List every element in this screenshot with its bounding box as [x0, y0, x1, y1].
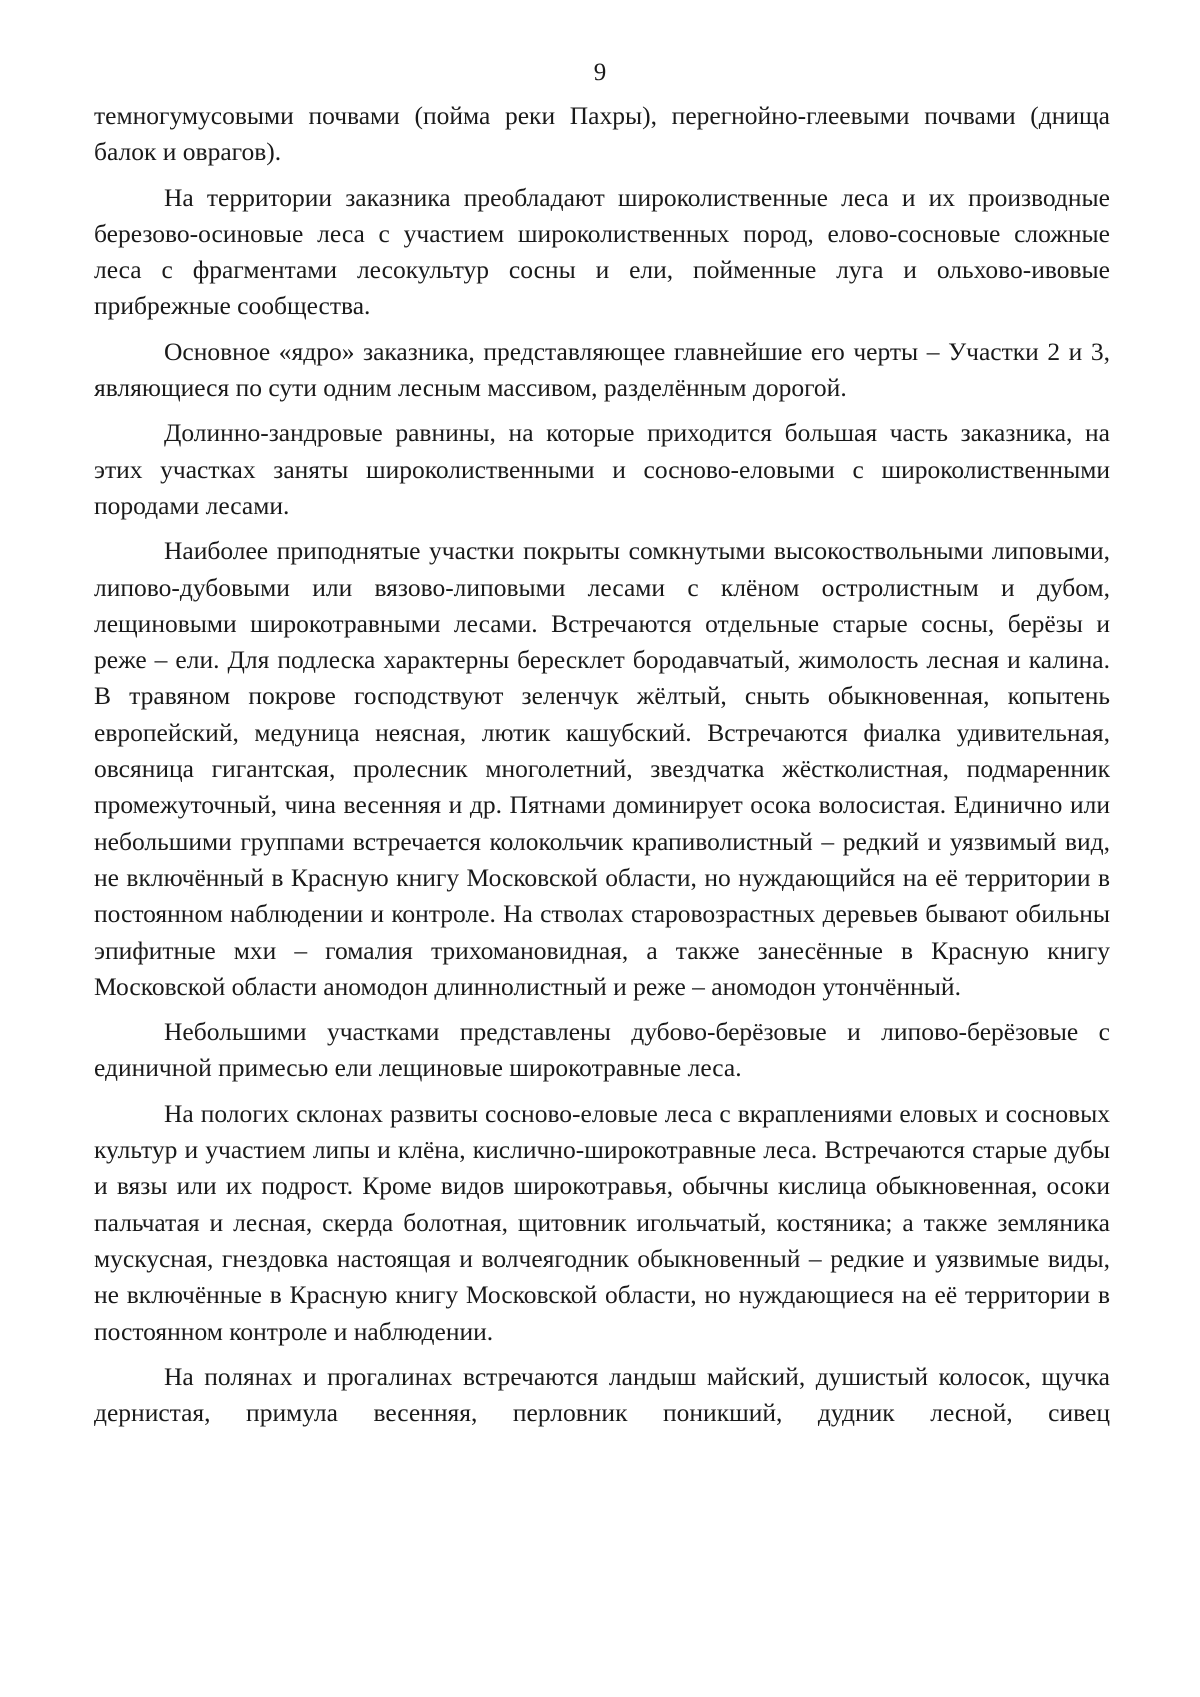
paragraph-continued: темногумусовыми почвами (пойма реки Пахры), перегнойно-глеевыми почвами (днища балок и оврагов).: [94, 101, 1110, 167]
paragraph: Небольшими участками представлены дубово-берёзовые и липово-берёзовые с единичной примесью ели лещиновые широкотравные леса.: [94, 1017, 1110, 1083]
page-number: 9: [593, 59, 607, 86]
paragraph-continues-next-page: На полянах и прогалинах встречаются ландыш майский, душистый колосок, щучка дернистая, примула весенняя, перловник поникший, дудник лесной, сивец: [94, 1361, 1110, 1428]
body-text: [94, 98, 1110, 1440]
paragraph: На пологих склонах развиты сосново-еловые леса с вкраплениями еловых и сосновых культур и участием липы и клёна, кислично-широкотравные леса. Встречаются старые дубы и вязы или их подрост. Кроме видов широкотравья, обычны кислица обыкновенная, осоки пальчатая и лесная, скерда болотная, щитовник игольчатый, костяника; а также земляника мускусная, гнездовка настоящая и волчеягодник обыкновенный – редкие и уязвимые виды, не включённые в Красную книгу Московской области, но нуждающиеся на её территории в постоянном контроле и наблюдении.: [94, 1098, 1110, 1346]
paragraph: На территории заказника преобладают широколиственные леса и их производные березово-осиновые леса с участием широколиственных пород, елово-сосновые сложные леса с фрагментами лесокультур сосны и ели, пойменные луга и ольхово-ивовые прибрежные сообщества.: [94, 182, 1110, 321]
paragraph: Основное «ядро» заказника, представляющее главнейшие его черты – Участки 2 и 3, являющиеся по сути одним лесным массивом, разделённым дорогой.: [94, 336, 1110, 403]
paragraph: Долинно-зандровые равнины, на которые приходится большая часть заказника, на этих участках заняты широколиственными и сосново-еловыми с широколиственными породами лесами.: [94, 418, 1110, 520]
paragraph: Наиболее приподнятые участки покрыты сомкнутыми высокоствольными липовыми, липово-дубовыми или вязово-липовыми лесами с клёном остролистным и дубом, лещиновыми широкотравными лесами. Встречаются отдельные старые сосны, берёзы и реже – ели. Для подлеска характерны бересклет бородавчатый, жимолость лесная и калина. В травяном покрове господствуют зеленчук жёлтый, сныть обыкновенная, копытень европейский, медуница неясная, лютик кашубский. Встречаются фиалка удивительная, овсяница гигантская, пролесник многолетний, звездчатка жёстколистная, подмаренник промежуточный, чина весенняя и др. Пятнами доминирует осока волосистая. Единично или небольшими группами встречается колокольчик крапиволистный – редкий и уязвимый вид, не включённый в Красную книгу Московской области, но нуждающийся на её территории в постоянном наблюдении и контроле. На стволах старовозрастных деревьев бывают обильны эпифитные мхи – гомалия трихомановидная, а также занесённые в Красную книгу Московской области аномодон длиннолистный и реже – аномодон утончённый.: [94, 536, 1110, 1001]
